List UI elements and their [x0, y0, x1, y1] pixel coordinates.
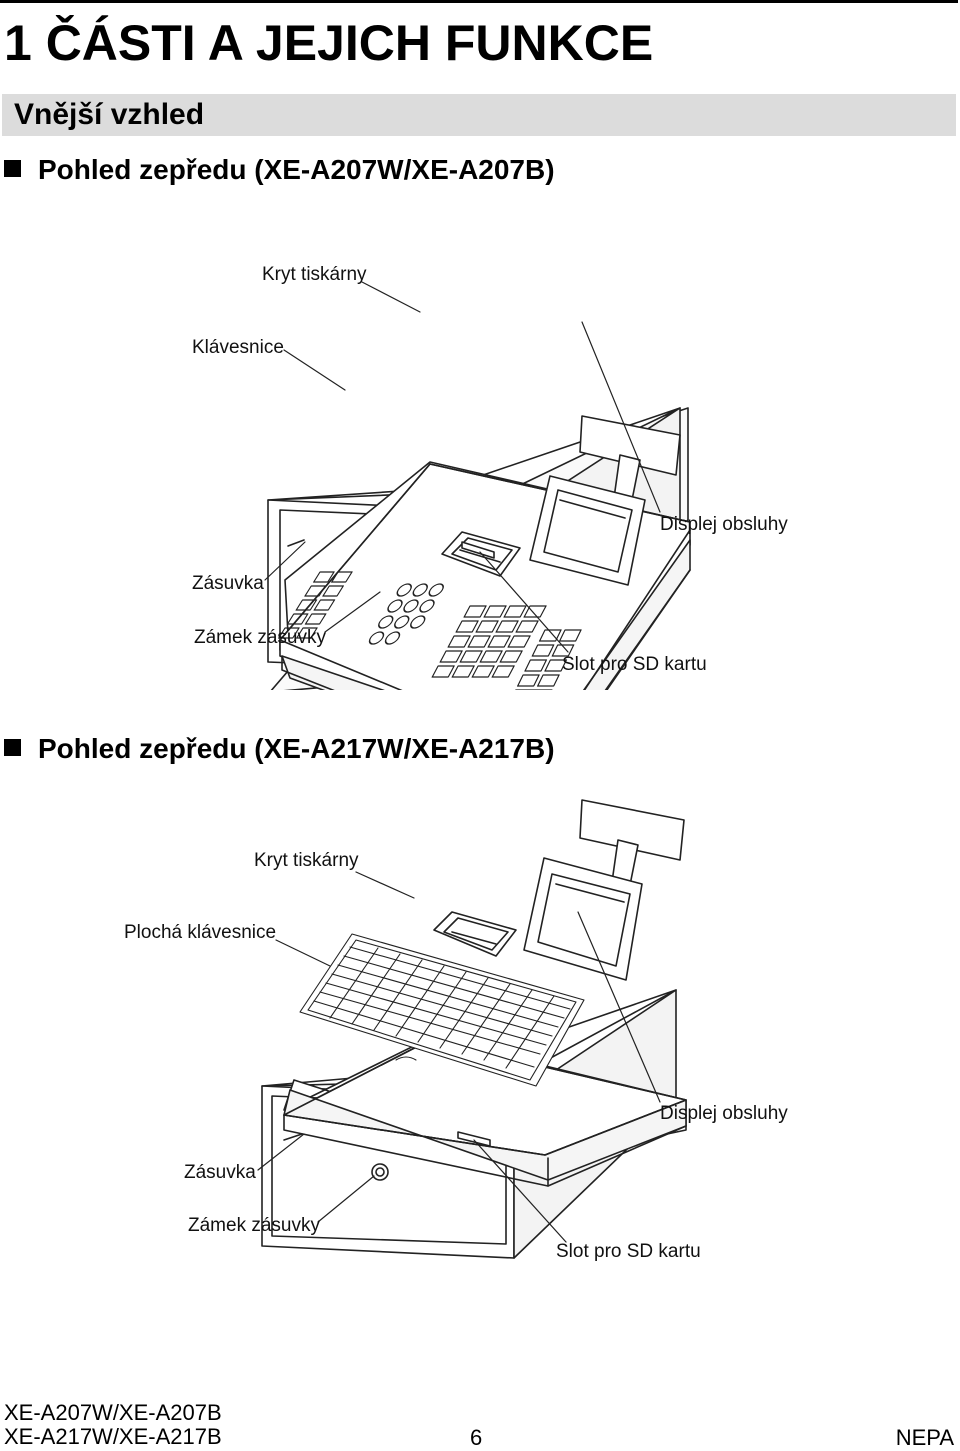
label-drawer-lock: Zámek zásuvky	[194, 627, 326, 648]
label-drawer: Zásuvka	[192, 573, 264, 594]
page-number: 6	[470, 1425, 483, 1450]
bullet-square-icon	[4, 160, 21, 177]
view-1-heading	[4, 154, 555, 186]
label-sd-slot: Slot pro SD kartu	[562, 654, 707, 675]
label-printer-cover: Kryt tiskárny	[262, 264, 367, 285]
label-sd-slot: Slot pro SD kartu	[556, 1241, 701, 1262]
label-operator-display: Displej obsluhy	[660, 1103, 788, 1124]
printer-cover-window	[434, 912, 516, 956]
view-2-heading-text: Pohled zepředu (XE-A217W/XE-A217B)	[38, 733, 555, 764]
register-illustration-a217	[0, 790, 960, 1280]
footer-models-line2: XE-A217W/XE-A217B	[4, 1424, 222, 1449]
footer-models-line1: XE-A207W/XE-A207B	[4, 1400, 222, 1425]
register-illustration-a207	[0, 200, 960, 690]
label-keyboard: Klávesnice	[192, 337, 284, 358]
operator-display	[524, 800, 684, 980]
section-bar	[2, 94, 956, 136]
language-code: NEPA	[895, 1425, 954, 1450]
top-rule	[0, 0, 958, 3]
label-operator-display: Displej obsluhy	[660, 514, 788, 535]
label-drawer: Zásuvka	[184, 1162, 256, 1183]
drawer-lock-icon	[372, 1164, 388, 1180]
chapter-title: 1 ČÁSTI A JEJICH FUNKCE	[4, 15, 654, 71]
label-printer-cover: Kryt tiskárny	[254, 850, 359, 871]
label-flat-keyboard: Plochá klávesnice	[124, 922, 277, 943]
section-title: Vnější vzhled	[14, 98, 205, 131]
view-2-heading	[4, 733, 555, 765]
bullet-square-icon	[4, 739, 21, 756]
label-drawer-lock: Zámek zásuvky	[188, 1215, 320, 1236]
view-1-heading-text: Pohled zepředu (XE-A207W/XE-A207B)	[38, 154, 555, 185]
